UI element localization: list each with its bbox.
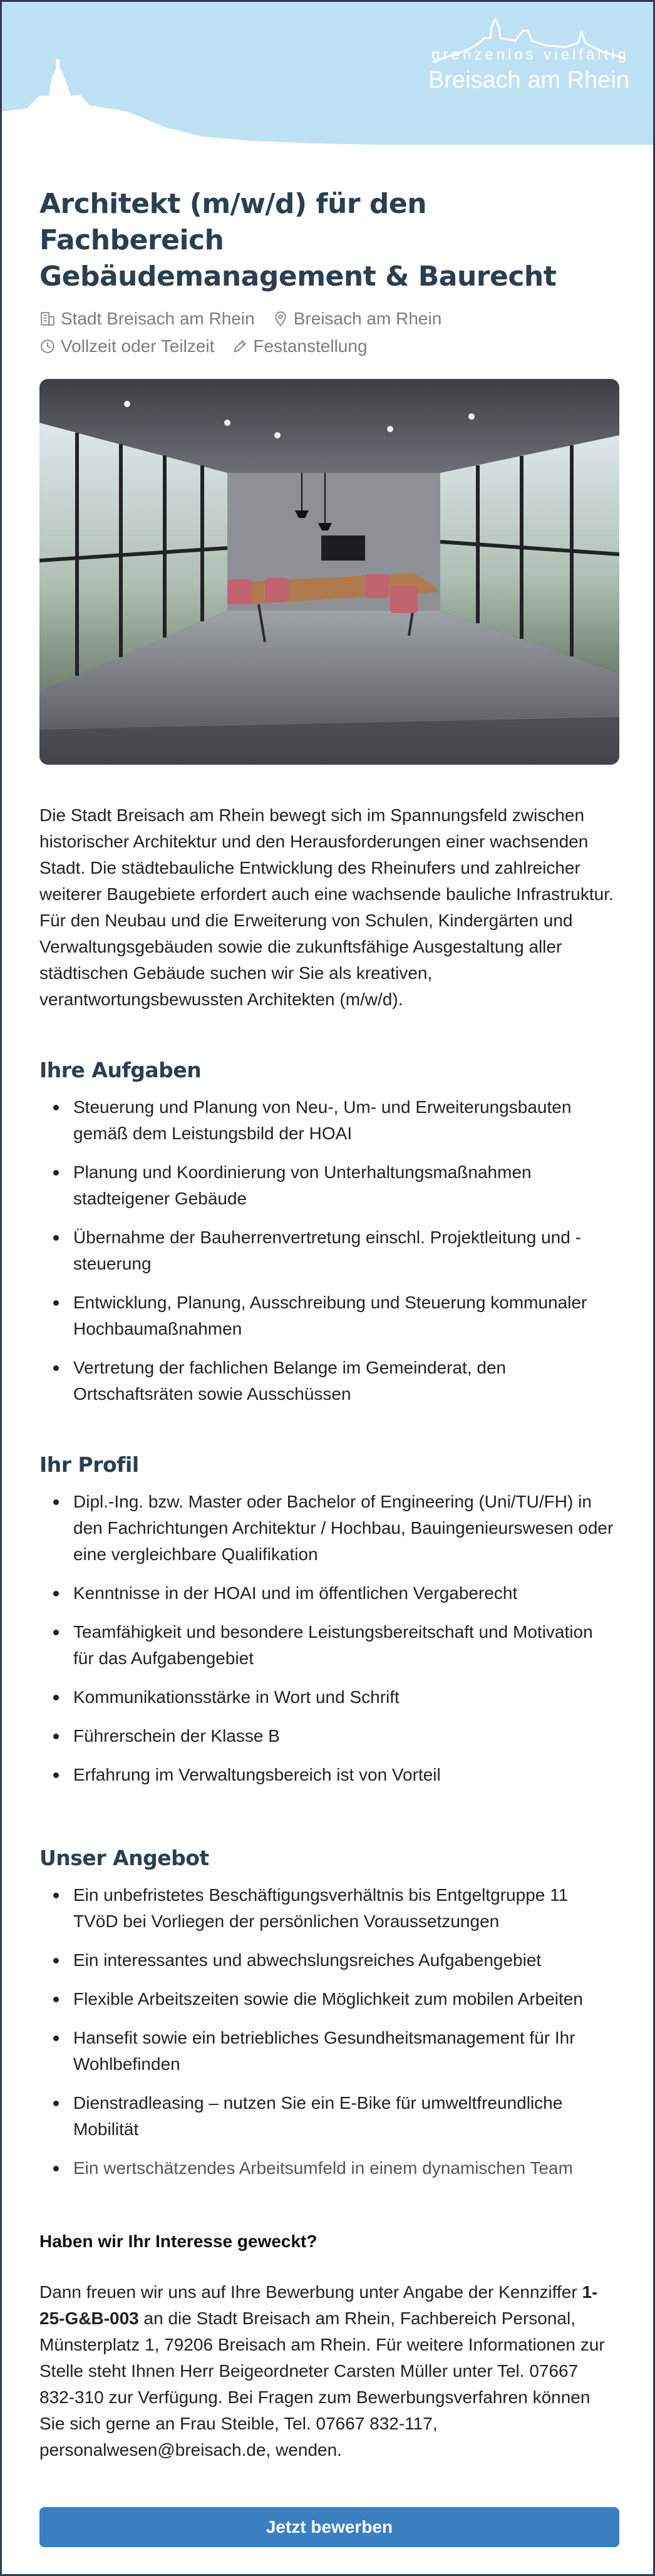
tasks-heading: Ihre Aufgaben — [39, 1058, 202, 1082]
offer-list — [39, 1882, 616, 2181]
brand-block — [428, 46, 629, 95]
offer-item: Hansefit sowie ein betriebliches Gesundheitsmanagement für Ihr Wohlbefinden — [39, 2025, 616, 2077]
working-hours: Vollzeit oder Teilzeit — [61, 336, 215, 356]
offer-item: Ein unbefristetes Beschäftigungsverhältnis bis Entgeltgruppe 11 TVöD bei Vorliegen der persönlichen Voraussetzungen — [39, 1882, 616, 1935]
pen-icon — [232, 338, 248, 354]
profile-item: Dipl.-Ing. bzw. Master oder Bachelor of Engineering (Uni/TU/FH) in den Fachrichtungen Architektur / Hochbau, Bauingenieurswesen oder eine vergleichbare Qualifikation — [39, 1489, 616, 1568]
profile-list — [39, 1489, 616, 1788]
job-meta-row-2 — [39, 336, 616, 356]
profile-item: Kenntnisse in der HOAI und im öffentlichen Vergaberecht — [39, 1580, 616, 1606]
task-item: Planung und Koordinierung von Unterhaltungsmaßnahmen stadteigener Gebäude — [39, 1159, 616, 1212]
main-content — [2, 146, 653, 2547]
task-item: Entwicklung, Planung, Ausschreibung und Steuerung kommunaler Hochbaumaßnahmen — [39, 1290, 616, 1342]
apply-button[interactable]: Jetzt bewerben — [39, 2507, 619, 2547]
map-pin-icon — [272, 311, 289, 327]
offer-item: Dienstradleasing – nutzen Sie ein E-Bike für umweltfreundliche Mobilität — [39, 2090, 616, 2143]
contract-meta — [232, 336, 367, 356]
profile-item: Erfahrung im Verwaltungsbereich ist von Vorteil — [39, 1762, 616, 1788]
job-title — [39, 186, 616, 295]
closing-text-end: an die Stadt Breisach am Rhein, Fachbereich Personal, Münsterplatz 1, 79206 Breisach am Rhein. Für weitere Informationen zur Stelle steht Ihnen Herr Beigeordneter Carsten Müller unter Tel. 07667 832-310 zur Verfügung. Bei Fragen zum Bewerbungsverfahren können Sie sich gerne an Frau Steible, Tel. 07667 832-117, personalwesen@breisach.de, wenden. — [39, 2309, 605, 2460]
task-item: Vertretung der fachlichen Belange im Gemeinderat, den Ortschaftsräten sowie Ausschüssen — [39, 1355, 616, 1407]
office-interior-illustration — [39, 379, 619, 765]
employer-name: Stadt Breisach am Rhein — [61, 309, 255, 328]
intro-text: Die Stadt Breisach am Rhein bewegt sich im Spannungsfeld zwischen historischer Architektur und den Herausforderungen einer wachsenden Stadt. Die städtebauliche Entwicklung des Rheinufers und zahlreicher weiterer Baugebiete erfordert auch eine wachsende bauliche Infrastruktur. Für den Neubau und die Erweiterung von Schulen, Kindergärten und Verwaltungsgebäuden sowie die zukunftsfähige Ausgestaltung aller städtischen Gebäude suchen wir Sie als kreativen, verantwortungsbewussten Architekten (m/w/d). — [39, 805, 614, 1009]
task-item: Steuerung und Planung von Neu-, Um- und Erweiterungsbauten gemäß dem Leistungsbild der HOAI — [39, 1094, 616, 1147]
offer-item: Flexible Arbeitszeiten sowie die Möglichkeit zum mobilen Arbeiten — [39, 1986, 616, 2012]
profile-item: Führerschein der Klasse B — [39, 1723, 616, 1749]
location-name: Breisach am Rhein — [293, 309, 442, 328]
task-item: Übernahme der Bauherrenvertretung einschl. Projektleitung und -steuerung — [39, 1224, 616, 1277]
location-meta — [272, 309, 442, 329]
job-title-line-2: Gebäudemanagement & Baurecht — [39, 261, 557, 292]
profile-item: Teamfähigkeit und besondere Leistungsbereitschaft und Motivation für das Aufgabengebiet — [39, 1619, 616, 1672]
offer-item: Ein wertschätzendes Arbeitsumfeld in einem dynamischen Team — [39, 2155, 616, 2181]
job-meta-row-1 — [39, 309, 616, 329]
brand-name: Breisach am Rhein — [428, 67, 629, 93]
tasks-list — [39, 1094, 616, 1407]
office-hero-image — [39, 379, 619, 765]
building-icon — [39, 311, 56, 327]
brand-tagline: grenzenlos vielfältig — [431, 46, 629, 63]
job-title-line-1: Architekt (m/w/d) für den Fachbereich — [39, 188, 427, 256]
hours-meta — [39, 336, 214, 356]
offer-heading: Unser Angebot — [39, 1846, 209, 1870]
clock-icon — [39, 338, 56, 354]
cta-heading: Haben wir Ihr Interesse geweckt? — [39, 2232, 317, 2251]
application-instructions — [39, 2279, 616, 2463]
offer-item: Ein interessantes und abwechslungsreiches Aufgabengebiet — [39, 1947, 616, 1973]
profile-item: Kommunikationsstärke in Wort und Schrift — [39, 1684, 616, 1710]
closing-text-start: Dann freuen wir uns auf Ihre Bewerbung unter Angabe der Kennziffer — [39, 2282, 582, 2302]
profile-heading: Ihr Profil — [39, 1452, 139, 1477]
header-banner — [2, 2, 653, 146]
reference-number: 1-25-G&B-003 — [39, 2282, 598, 2328]
employer-meta — [39, 309, 255, 329]
contract-type: Festanstellung — [253, 336, 368, 356]
